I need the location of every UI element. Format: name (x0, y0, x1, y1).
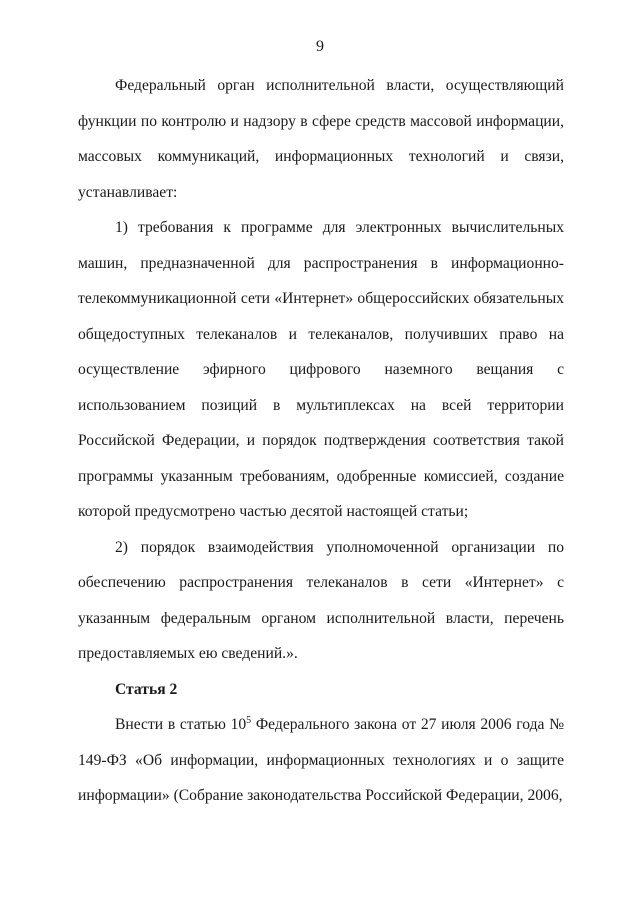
article-2-text-end: Федерального закона от 27 июля 2006 года № 149-ФЗ «Об информации, информационных технологиях и о защите информации» (Собрание законодательства Российской Федерации, 2006, (78, 716, 564, 804)
page-number: 9 (316, 38, 324, 55)
paragraph-article-2 (78, 707, 564, 814)
article-number-superscript: 5 (246, 715, 252, 726)
article-2-text-start: Внести в статью 10 (115, 716, 247, 733)
paragraph-item-2: 2) порядок взаимодействия уполномоченной организации по обеспечению распространения телеканалов в сети «Интернет» с указанным федеральным органом исполнительной власти, перечень предоставляемых ею сведений.». (78, 538, 564, 662)
document-body (78, 68, 564, 814)
paragraph-intro: Федеральный орган исполнительной власти, осуществляющий функции по контролю и надзору в сфере средств массовой информации, массовых коммуникаций, информационных технологий и связи, устанавливает: (78, 77, 564, 201)
paragraph-item-1: 1) требования к программе для электронных вычислительных машин, предназначенной для распространения в информационно-телекоммуникационной сети «Интернет» общероссийских обязательных общедоступных телеканалов и телеканалов, получивших право на осуществление эфирного цифрового наземного вещания с использованием позиций в мультиплексах на всей территории Российской Федерации, и порядок подтверждения соответствия такой программы указанным требованиям, одобренные комиссией, создание которой предусмотрено частью десятой настоящей статьи; (78, 219, 564, 520)
article-heading: Статья 2 (115, 680, 178, 698)
